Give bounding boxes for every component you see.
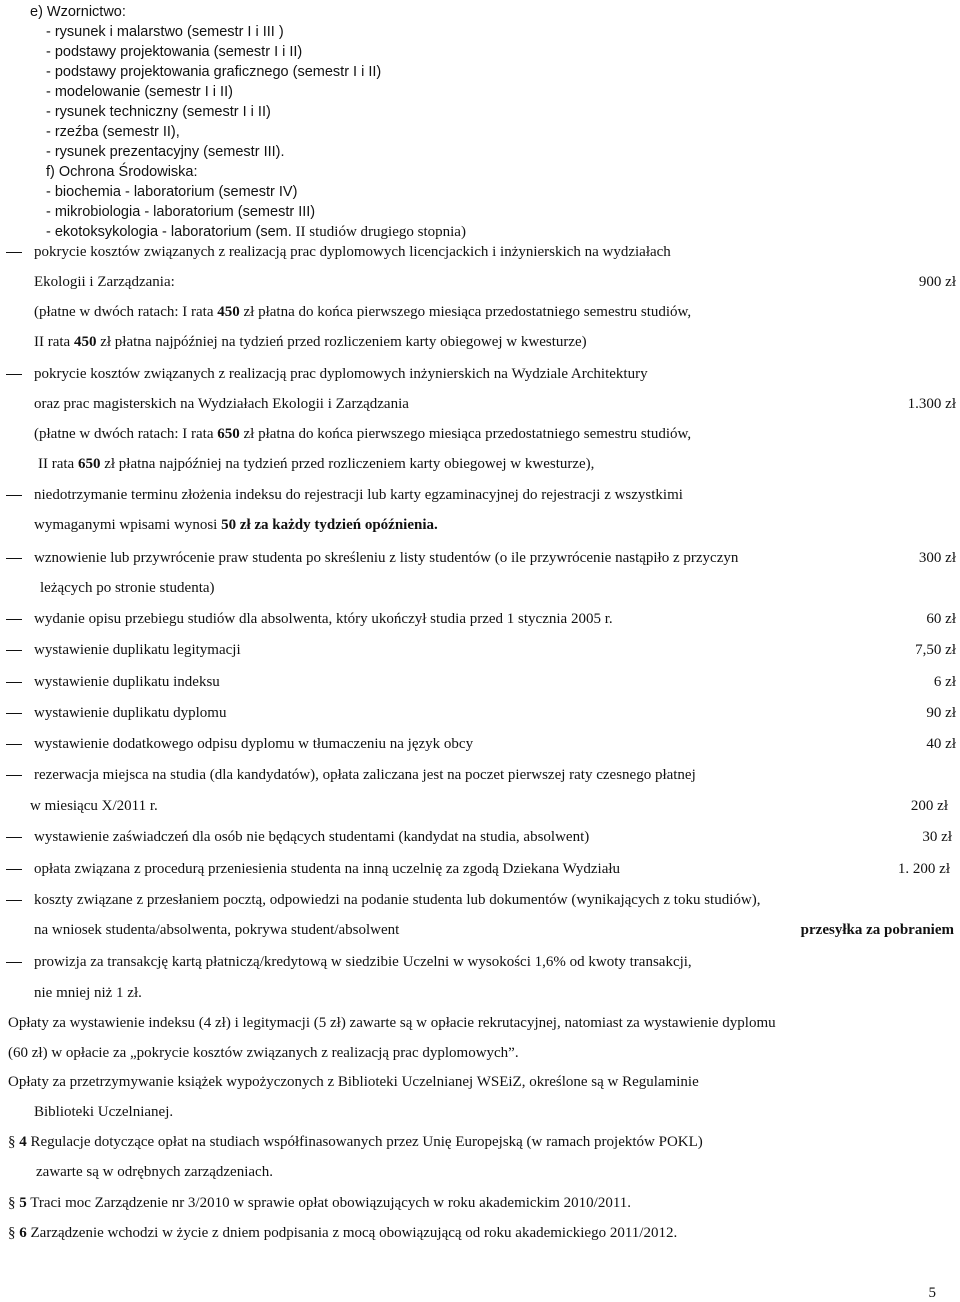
fee-2-line-3-c: zł płatna do końca pierwszego miesiąca przedostatniego semestru studiów, [239,426,692,442]
fee-2-line-1: pokrycie kosztów związanych z realizacją prac dyplomowych inżynierskich na Wydziale Architektury [34,366,648,382]
fee-4-amount: 300 zł [918,550,956,566]
section-e-item-5: - rysunek techniczny (semestr I i II) [46,104,271,120]
fee-3-line-2-a: wymaganymi wpisami wynosi [34,517,222,533]
section-f-item-3-text: - ekotoksykologia - laboratorium (sem. [46,224,292,240]
note-2-line-1: Opłaty za przetrzymywanie książek wypożyczonych z Biblioteki Uczelnianej WSEiZ, określone są w Regulaminie [8,1074,699,1090]
fee-14-line-2: nie mniej niż 1 zł. [34,985,142,1001]
bullet-dash [6,682,22,683]
paragraph-4-number: 4 [19,1134,27,1150]
fee-1-amount: 900 zł [918,274,956,290]
bullet-dash [6,837,22,838]
fee-13-amount: przesyłka za pobraniem [800,922,954,938]
fee-2-amount: 1.300 zł [907,396,956,412]
section-f-item-3 [46,223,466,241]
note-1-line-2: (60 zł) w opłacie za „pokrycie kosztów związanych z realizacją prac dyplomowych”. [8,1045,519,1061]
fee-2-line-4-c: zł płatna najpóźniej na tydzień przed rozliczeniem karty obiegowej w kwesturze), [100,456,595,472]
paragraph-6 [8,1224,677,1242]
section-f-title: f) Ochrona Środowiska: [46,164,198,180]
section-e-item-4: - modelowanie (semestr I i II) [46,84,233,100]
bullet-dash [6,869,22,870]
fee-13-line-2: na wniosek studenta/absolwenta, pokrywa student/absolwent [34,922,400,938]
fee-7-amount: 6 zł [933,674,956,690]
fee-14-line-1: prowizja za transakcję kartą płatniczą/kredytową w siedzibie Uczelni w wysokości 1,6% od kwoty transakcji, [34,954,692,970]
bullet-dash [6,495,22,496]
fee-1-line-4-c: zł płatna najpóźniej na tydzień przed rozliczeniem karty obiegowej w kwesturze) [96,334,587,350]
fee-11-amount: 30 zł [922,829,952,845]
fee-8-amount: 90 zł [926,705,956,721]
section-e-item-3: - podstawy projektowania graficznego (semestr I i II) [46,64,382,80]
fee-9-amount: 40 zł [926,736,956,752]
paragraph-4-line-2: zawarte są w odrębnych zarządzeniach. [36,1164,273,1180]
fee-3-line-1: niedotrzymanie terminu złożenia indeksu do rejestracji lub karty egzaminacyjnej do rejestracji z wszystkimi [34,487,683,503]
fee-10-amount: 200 zł [910,798,948,814]
fee-1-line-3-c: zł płatna do końca pierwszego miesiąca przedostatniego semestru studiów, [239,304,692,320]
fee-1-line-1: pokrycie kosztów związanych z realizacją prac dyplomowych licencjackich i inżynierskich na wydziałach [34,244,671,260]
bullet-dash [6,713,22,714]
section-f-item-3-tail: II studiów drugiego stopnia) [291,224,466,240]
fee-13-line-1: koszty związane z przesłaniem pocztą, odpowiedzi na podanie studenta lub dokumentów (wynikających z toku studiów), [34,892,761,908]
bullet-dash [6,252,22,253]
paragraph-5-number: 5 [19,1195,27,1211]
bullet-dash [6,962,22,963]
fee-7-text: wystawienie duplikatu indeksu [34,674,220,690]
fee-6-amount: 7,50 zł [915,642,956,658]
paragraph-5-text: Traci moc Zarządzenie nr 3/2010 w sprawie opłat obowiązujących w roku akademickim 2010/2011. [26,1195,632,1211]
section-f-item-2: - mikrobiologia - laboratorium (semestr III) [46,204,316,220]
fee-12-text: opłata związana z procedurą przeniesienia studenta na inną uczelnię za zgodą Dziekana Wydziału [34,861,621,877]
fee-2-line-3 [34,425,691,443]
fee-2-line-4 [38,455,594,473]
fee-1-line-3 [34,303,691,321]
fee-1-line-4 [34,333,587,351]
note-2-line-2: Biblioteki Uczelnianej. [34,1104,174,1120]
bullet-dash [6,374,22,375]
fee-2-line-2: oraz prac magisterskich na Wydziałach Ekologii i Zarządzania [34,396,409,412]
section-e-title: e) Wzornictwo: [30,4,126,20]
fee-1-rate-1: 450 [217,304,240,320]
fee-10-line-2: w miesiącu X/2011 r. [30,798,158,814]
fee-12-amount: 1. 200 zł [897,861,950,877]
note-1-line-1: Opłaty za wystawienie indeksu (4 zł) i legitymacji (5 zł) zawarte są w opłacie rekrutacyjnej, natomiast za wystawienie dyplomu [8,1015,776,1031]
paragraph-4-text: Regulacje dotyczące opłat na studiach współfinasowanych przez Unię Europejską (w ramach projektów POKL) [26,1134,703,1150]
bullet-dash [6,619,22,620]
fee-3-penalty: 50 zł za każdy tydzień opóźnienia. [221,517,438,533]
section-e-item-2: - podstawy projektowania (semestr I i II) [46,44,303,60]
bullet-dash [6,744,22,745]
section-sign: § [8,1134,16,1150]
paragraph-6-number: 6 [19,1225,27,1241]
section-sign: § [8,1225,16,1241]
fee-1-line-2: Ekologii i Zarządzania: [34,274,175,290]
section-sign: § [8,1195,16,1211]
paragraph-4-line-1 [8,1133,703,1151]
paragraph-6-text: Zarządzenie wchodzi w życie z dniem podpisania z mocą obowiązującą od roku akademickiego 2011/2012. [26,1225,678,1241]
fee-10-line-1: rezerwacja miejsca na studia (dla kandydatów), opłata zaliczana jest na poczet pierwszej raty czesnego płatnej [34,767,696,783]
page-number: 5 [928,1285,936,1301]
fee-4-line-2: leżących po stronie studenta) [40,580,215,596]
fee-1-rate-2: 450 [73,334,97,350]
paragraph-5 [8,1194,631,1212]
fee-2-line-3-a: (płatne w dwóch ratach: I rata [34,426,218,442]
section-e-item-6: - rzeźba (semestr II), [46,124,180,140]
bullet-dash [6,900,22,901]
section-f-item-1: - biochemia - laboratorium (semestr IV) [46,184,298,200]
fee-5-text: wydanie opisu przebiegu studiów dla absolwenta, który ukończył studia przed 1 stycznia 2005 r. [34,611,613,627]
fee-4-line-1: wznowienie lub przywrócenie praw studenta po skreśleniu z listy studentów (o ile przywrócenie nastąpiło z przyczyn [34,550,739,566]
fee-2-rate-2: 650 [77,456,101,472]
section-e-item-1: - rysunek i malarstwo (semestr I i III ) [46,24,284,40]
fee-1-line-4-a: II rata [34,334,74,350]
fee-11-text: wystawienie zaświadczeń dla osób nie będących studentami (kandydat na studia, absolwent) [34,829,590,845]
fee-2-line-4-a: II rata [38,456,78,472]
fee-6-text: wystawienie duplikatu legitymacji [34,642,241,658]
bullet-dash [6,558,22,559]
bullet-dash [6,650,22,651]
section-e-item-7: - rysunek prezentacyjny (semestr III). [46,144,285,160]
fee-8-text: wystawienie duplikatu dyplomu [34,705,227,721]
bullet-dash [6,775,22,776]
fee-2-rate-1: 650 [217,426,240,442]
fee-1-line-3-a: (płatne w dwóch ratach: I rata [34,304,218,320]
fee-9-text: wystawienie dodatkowego odpisu dyplomu w tłumaczeniu na język obcy [34,736,474,752]
fee-5-amount: 60 zł [926,611,956,627]
fee-3-line-2 [34,516,438,534]
